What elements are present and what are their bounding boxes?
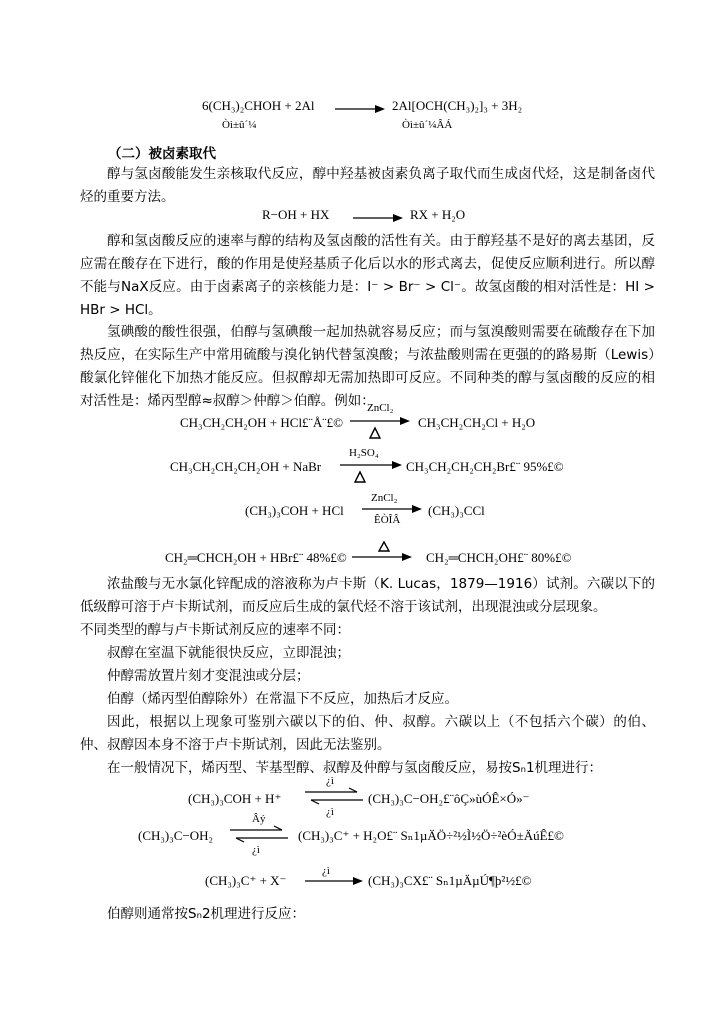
m1-below: ¿ì (326, 806, 334, 818)
section-heading: （二）被卤素取代 (108, 146, 216, 162)
r4-arrow (352, 541, 412, 563)
r3-catalyst: ZnCl₂ (371, 492, 398, 504)
r1-catalyst: ZnCl₂ (367, 402, 394, 414)
paragraph-6: 因此，根据以上现象可鉴别六碳以下的伯、仲、叔醇。六碳以上（不包括六个碳）的伯、仲、叔醇因本身不溶于卢卡斯试剂，因此无法鉴别。 (80, 714, 655, 753)
m3-right: (CH₃)₃CX£¨ Sₙ1µÄµÚ¶þ²½£© (368, 873, 532, 888)
heat-triangle-icon (379, 542, 389, 551)
r1-arrow (350, 416, 410, 442)
r2-catalyst: H₂SO₄ (349, 447, 379, 459)
heat-triangle-icon (370, 428, 380, 438)
paragraph-1: 醇与氢卤酸能发生亲核取代反应，醇中羟基被卤素负离子取代而生成卤代烃，这是制备卤代烃的重要方法。 (80, 166, 655, 205)
r4-left: CH₂═CHCH₂OH + HBr£¨ 48%£© (165, 550, 347, 565)
paragraph-5: 不同类型的醇与卢卡斯试剂反应的速率不同： (80, 622, 350, 638)
r3-left: (CH₃)₃COH + HCl (245, 503, 344, 518)
m2-right: (CH₃)₃C⁺ + H₂O£¨ Sₙ1µÄÖ÷²½Ì½Ö÷²èÓ±ÄúÊ£© (298, 828, 564, 843)
list-item-tertiary: 叔醇在室温下就能很快反应，立即混浊； (107, 645, 350, 661)
paragraph-4: 浓盐酸与无水氯化锌配成的溶液称为卢卡斯（K. Lucas，1879—1916）试剂。六碳以下的低级醇可溶于卢卡斯试剂，而反应后生成的氯代烃不溶于该试剂，出现混浊或分层现象。 (80, 576, 655, 615)
m1-above: ¿ì (326, 775, 334, 787)
r1-left: CH₃CH₂CH₂OH + HCl£¨Å¨£© (180, 415, 343, 430)
m1-right: (CH₃)₃C−OH₂£¨ôÇ»ùÓÊ×Ó»⁻ (368, 791, 530, 806)
m1-left: (CH₃)₃COH + H⁺ (188, 791, 282, 806)
eq1-right: 2Al[OCH(CH₃)₂]₃ + 3H₂ (392, 98, 523, 113)
eq1-left: 6(CH₃)₂CHOH + 2Al (202, 98, 315, 113)
paragraph-8: 伯醇则通常按Sₙ2机理进行反应： (107, 906, 306, 922)
heat-triangle-icon (355, 472, 365, 482)
list-item-primary: 伯醇（烯丙型伯醇除外）在常温下不反应，加热后才反应。 (107, 691, 458, 707)
r2-left: CH₃CH₂CH₂CH₂OH + NaBr (170, 459, 322, 474)
m2-left: (CH₃)₃C−OH₂ (138, 828, 214, 843)
m2-above: Âý (252, 813, 266, 825)
r4-right: CH₂═CHCH₂OH£¨ 80%£© (426, 550, 572, 565)
r3-condition: ÊÒÎÂ (374, 514, 401, 526)
m2-below: ¿ì (252, 844, 260, 856)
m3-arrow (305, 876, 363, 886)
eq1-sub-left: Òì±û´¼ (222, 119, 257, 131)
r3-right: (CH₃)₃CCl (428, 503, 485, 518)
m2-equilibrium-arrow (230, 826, 288, 844)
r2-right: CH₃CH₂CH₂CH₂Br£¨ 95%£© (406, 459, 564, 474)
eq2-right: RX + H₂O (410, 207, 466, 222)
r3-arrow (362, 504, 422, 514)
list-item-secondary: 仲醇需放置片刻才变混浊或分层； (107, 668, 310, 684)
eq2-arrow (353, 213, 403, 223)
paragraph-7: 在一般情况下，烯丙型、苄基型醇、叔醇及仲醇与氢卤酸反应，易按Sₙ1机理进行： (107, 760, 603, 776)
m1-equilibrium-arrow (305, 788, 363, 806)
r1-right: CH₃CH₂CH₂Cl + H₂O (418, 415, 536, 430)
m3-above: ¿ì (322, 865, 330, 877)
m3-left: (CH₃)₃C⁺ + X⁻ (205, 873, 287, 888)
paragraph-3: 氢碘酸的酸性很强，伯醇与氢碘酸一起加热就容易反应；而与氢溴酸则需要在硫酸存在下加热反应，在实际生产中常用硫酸与溴化钠代替氢溴酸；与浓盐酸则需在更强的的路易斯（Lewis）酸氯化锌催化下加热才能反应。但叔醇却无需加热即可反应。不同种类的醇与氢卤酸的反应的相对活性是：烯丙型醇≈叔醇＞仲醇＞伯醇。例如： (80, 324, 655, 409)
paragraph-2: 醇和氢卤酸反应的速率与醇的结构及氢卤酸的活性有关。由于醇羟基不是好的离去基团，反应需在酸存在下进行，酸的作用是使羟基质子化后以水的形式离去，促使反应顺利进行。所以醇不能与NaX反应。由于卤素离子的亲核能力是：I⁻ > Br⁻ > Cl⁻。故氢卤酸的相对活性是：HI > HBr > HCl。 (80, 233, 655, 318)
eq1-arrow (335, 104, 385, 114)
eq1-sub-right: Òì±û´¼ÂÁ (402, 119, 453, 131)
r2-arrow (340, 460, 402, 486)
eq2-left: R−OH + HX (262, 207, 330, 222)
